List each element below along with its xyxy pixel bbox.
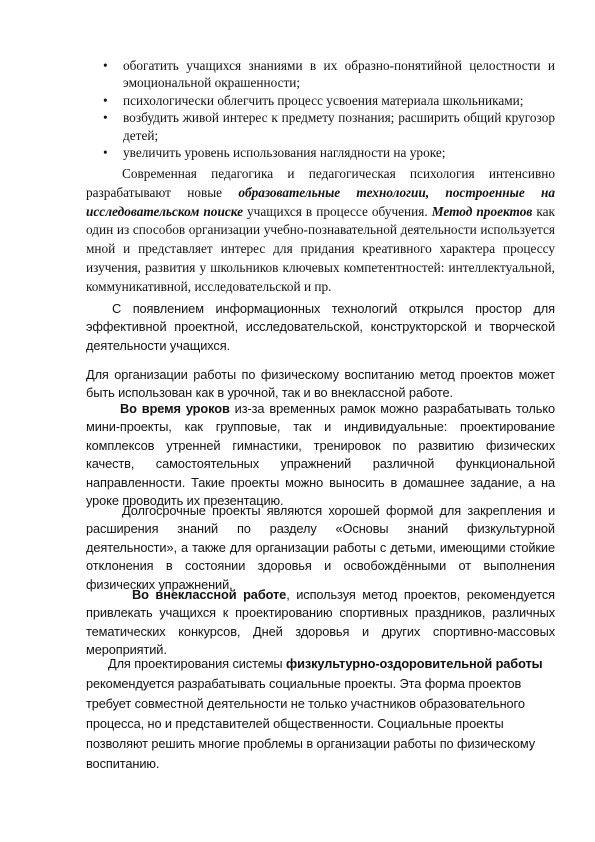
paragraph-social-projects: Для проектирования системы физкультурно-оздоровительной работы рекомендуется разрабатывать социальные проекты. Эта форма проектов требует совместной деятельности не только участников образовательного процесса, но и представителей общественности. Социальные проекты позволяют решить многие проблемы в организации работы по физическому воспитанию. xyxy=(86,656,543,771)
bullet-icon: • xyxy=(103,145,108,161)
bullet-icon: • xyxy=(103,92,108,108)
paragraph-long-term: Долгосрочные проекты являются хорошей формой для закрепления и расширения знаний по разделу «Основы знаний физкультурной деятельности», а также для организации работы с детьми, имеющими стойкие отклонения в состоянии здоровья и освобождёнными от выполнения физических упражнений. xyxy=(86,503,555,592)
bullet-item xyxy=(103,57,555,92)
bullet-item xyxy=(103,144,555,161)
bullet-text: психологически облегчить процесс усвоения материала школьниками; xyxy=(123,92,524,108)
bullet-item xyxy=(103,109,555,144)
paragraph-it: С появлением информационных технологий открылся простор для эффективной проектной, исследовательской, конструкторской и творческой деятельности учащихся. xyxy=(86,301,555,353)
paragraph-organization: Для организации работы по физическому воспитанию метод проектов может быть использован как в урочной, так и во внеклассной работе. xyxy=(86,367,555,401)
bullet-item xyxy=(103,92,555,109)
bullet-icon: • xyxy=(103,110,108,126)
bullet-text: увеличить уровень использования наглядности на уроке; xyxy=(123,145,446,161)
bullet-text: возбудить живой интерес к предмету познания; расширить общий кругозор детей; xyxy=(123,110,555,143)
paragraph-extracurricular: Во внеклассной работе, используя метод проектов, рекомендуется привлекать учащихся к проектированию спортивных праздников, различных тематических конкурсов, Дней здоровья и других спортивно-массовых мероприятий. xyxy=(86,587,555,658)
bullet-icon: • xyxy=(103,58,108,73)
goals-bullet-list xyxy=(103,57,555,161)
paragraph-lessons: Во время уроков из-за временных рамок можно разрабатывать только мини-проекты, как групповые, так и индивидуальные: проектирование комплексов утренней гимнастики, тренировок по развитию физических качеств, самостоятельных упражнений различной функциональной направленности. Такие проекты можно выносить в домашнее задание, а на уроке проводить их презентацию. xyxy=(86,401,555,509)
paragraph-project-method: Современная педагогика и педагогическая психология интенсивно разрабатывают новые образовательные технологии, построенные на исследовательском поиске учащихся в процессе обучения. Метод проектов как один из способов организации учебно-познавательной деятельности используется мной и представляет интерес для придания креативного характера процессу изучения, развития у школьников ключевых компетентностей: интеллектуальной, коммуникативной, исследовательской и пр. xyxy=(86,166,555,294)
bullet-text: обогатить учащихся знаниями в их образно-понятийной целостности и эмоциональной окрашенности; xyxy=(123,58,555,91)
